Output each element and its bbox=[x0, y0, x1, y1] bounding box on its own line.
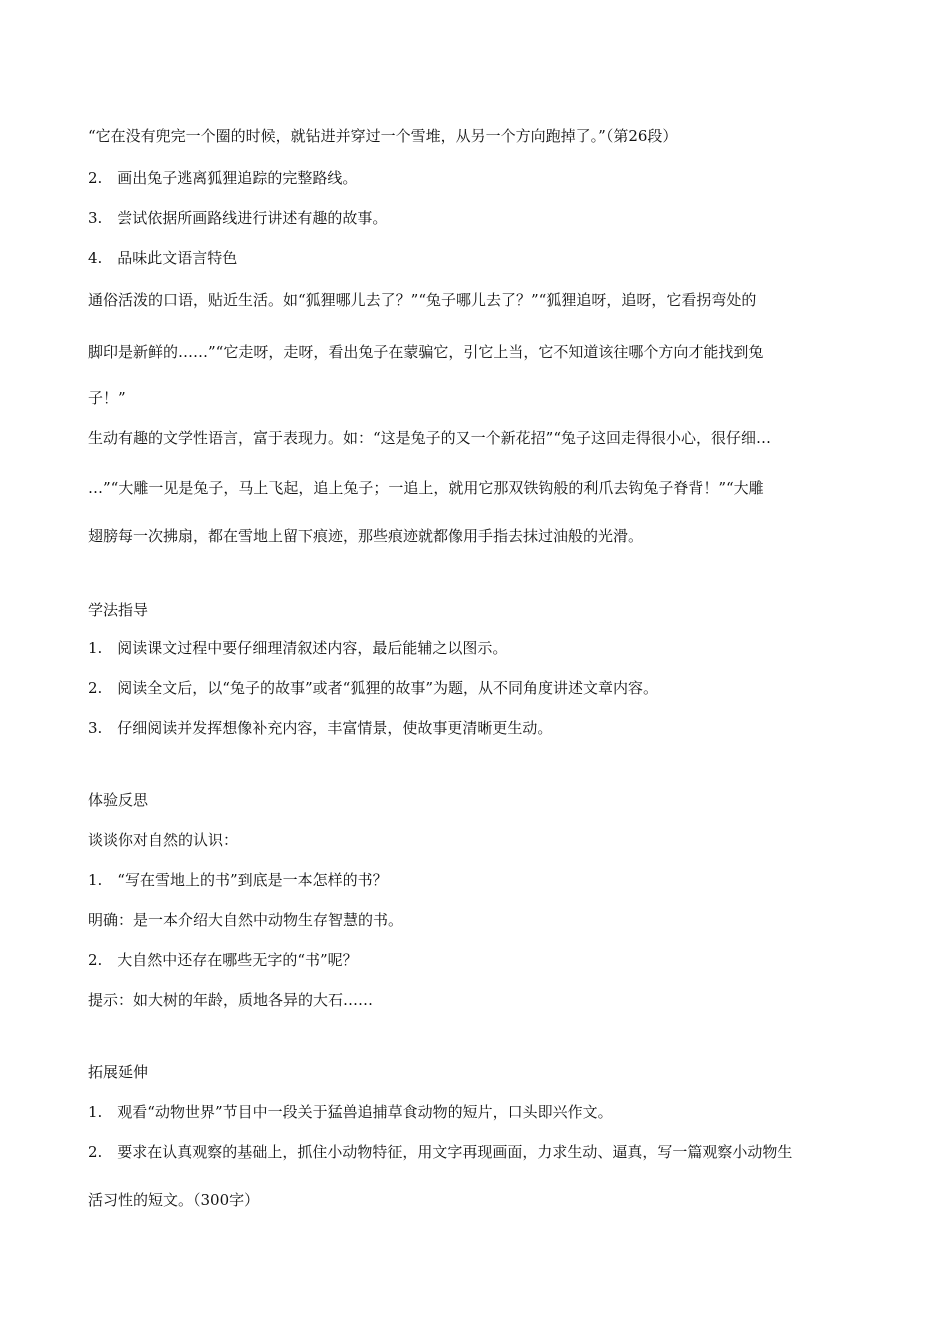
intro-quote: “它在没有兜完一个圈的时候，就钻进并穿过一个雪堆，从另一个方向跑掉了。”（第26段） bbox=[88, 127, 678, 145]
extension-item: 1. 观看“动物世界”节目中一段关于猛兽追捕草食动物的短片，口头即兴作文。 bbox=[88, 1103, 613, 1121]
extension-item-continuation: 活习性的短文。（300字） bbox=[88, 1191, 260, 1209]
analysis-item: 2. 画出兔子逃离狐狸追踪的完整路线。 bbox=[88, 169, 358, 187]
reflection-question: 2. 大自然中还存在哪些无字的“书”呢？ bbox=[88, 951, 358, 969]
literary-paragraph-line: …”“大雕一见是兔子，马上飞起，追上兔子；一追上，就用它那双铁钩般的利爪去钩兔子脊背！”“大雕 bbox=[88, 479, 764, 497]
section-heading-extension: 拓展延伸 bbox=[88, 1063, 149, 1081]
analysis-item: 3. 尝试依据所画路线进行讲述有趣的故事。 bbox=[88, 209, 388, 227]
literary-paragraph-line: 翅膀每一次拂扇，都在雪地上留下痕迹，那些痕迹就都像用手指去抹过油般的光滑。 bbox=[88, 527, 644, 545]
section-heading-study-method: 学法指导 bbox=[88, 601, 149, 619]
literary-paragraph-line: 生动有趣的文学性语言，富于表现力。如：“这是兔子的又一个新花招”“兔子这回走得很小心，很仔细… bbox=[88, 429, 772, 447]
study-method-item: 3. 仔细阅读并发挥想像补充内容，丰富情景，使故事更清晰更生动。 bbox=[88, 719, 553, 737]
colloquial-paragraph-line: 子！” bbox=[88, 389, 126, 407]
colloquial-paragraph-line: 通俗活泼的口语，贴近生活。如“狐狸哪儿去了？”“兔子哪儿去了？”“狐狸追呀，追呀，它看拐弯处的 bbox=[88, 291, 757, 309]
study-method-item: 2. 阅读全文后，以“兔子的故事”或者“狐狸的故事”为题，从不同角度讲述文章内容。 bbox=[88, 679, 658, 697]
colloquial-paragraph-line: 脚印是新鲜的……”“它走呀，走呀，看出兔子在蒙骗它，引它上当，它不知道该往哪个方向才能找到兔 bbox=[88, 343, 764, 361]
study-method-item: 1. 阅读课文过程中要仔细理清叙述内容，最后能辅之以图示。 bbox=[88, 639, 508, 657]
reflection-answer: 明确：是一本介绍大自然中动物生存智慧的书。 bbox=[88, 911, 404, 929]
analysis-item: 4. 品味此文语言特色 bbox=[88, 249, 238, 267]
reflection-hint: 提示：如大树的年龄，质地各异的大石…… bbox=[88, 991, 374, 1009]
extension-item: 2. 要求在认真观察的基础上，抓住小动物特征，用文字再现画面，力求生动、逼真，写一篇观察小动物生 bbox=[88, 1143, 793, 1161]
section-heading-reflection: 体验反思 bbox=[88, 791, 149, 809]
reflection-prompt: 谈谈你对自然的认识： bbox=[88, 831, 239, 849]
reflection-question: 1. “写在雪地上的书”到底是一本怎样的书？ bbox=[88, 871, 388, 889]
